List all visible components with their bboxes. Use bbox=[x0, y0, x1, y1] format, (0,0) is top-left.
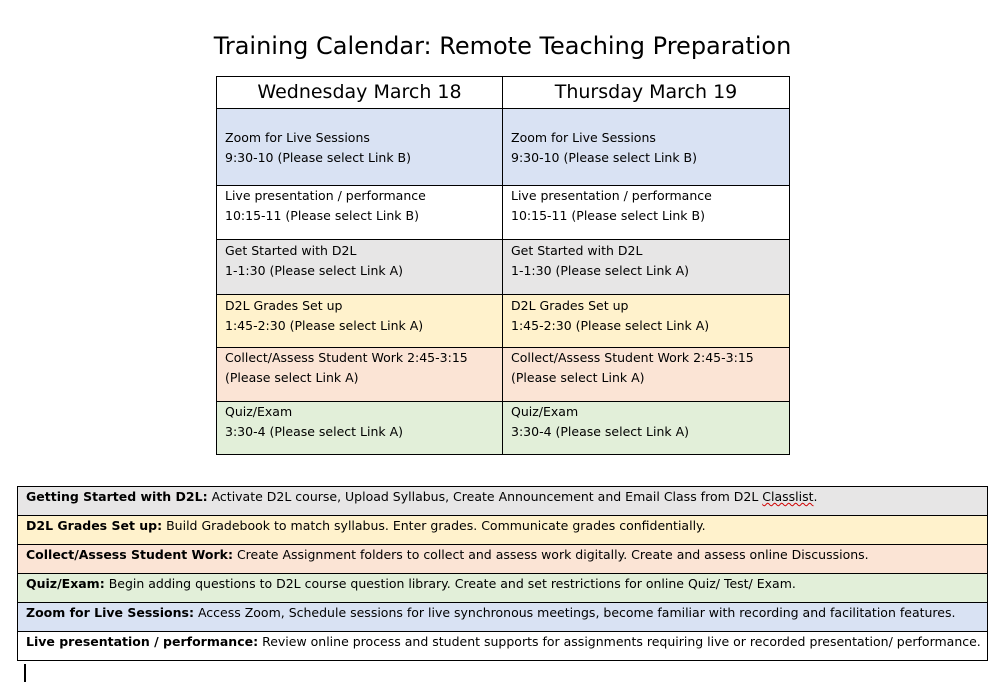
session-descriptions-table bbox=[17, 486, 988, 661]
session-time: 10:15-11 (Please select Link B) bbox=[511, 208, 705, 223]
session-name: Get Started with D2L bbox=[511, 243, 643, 258]
session-row-live-presentation bbox=[217, 186, 790, 240]
legend-description: Create Assignment folders to collect and assess work digitally. Create and assess online Discussions. bbox=[232, 547, 869, 562]
legend-cell[interactable] bbox=[18, 574, 988, 603]
column-header-wednesday: Wednesday March 18 bbox=[217, 77, 503, 109]
session-cell[interactable] bbox=[217, 240, 503, 295]
session-cell[interactable] bbox=[217, 348, 503, 402]
session-cell[interactable] bbox=[217, 402, 503, 455]
session-time: 1:45-2:30 (Please select Link A) bbox=[511, 318, 710, 333]
session-cell[interactable] bbox=[217, 186, 503, 240]
session-name: Collect/Assess Student Work 2:45-3:15 bbox=[225, 350, 468, 365]
session-name: Zoom for Live Sessions bbox=[225, 130, 370, 145]
session-name: Quiz/Exam bbox=[511, 404, 579, 419]
session-time: 3:30-4 (Please select Link A) bbox=[511, 424, 690, 439]
session-time: (Please select Link A) bbox=[225, 370, 359, 385]
legend-cell[interactable] bbox=[18, 632, 988, 661]
legend-description: Begin adding questions to D2L course question library. Create and set restrictions for online Quiz/ Test/ Exam. bbox=[104, 576, 796, 591]
session-cell[interactable] bbox=[503, 186, 790, 240]
text-cursor bbox=[24, 664, 26, 682]
column-header-thursday: Thursday March 19 bbox=[503, 77, 790, 109]
legend-row-collect-assess bbox=[18, 545, 988, 574]
session-time: 9:30-10 (Please select Link B) bbox=[511, 150, 698, 165]
session-name: Get Started with D2L bbox=[225, 243, 357, 258]
session-name: Live presentation / performance bbox=[511, 188, 712, 203]
session-name: Collect/Assess Student Work 2:45-3:15 bbox=[511, 350, 754, 365]
legend-term: Collect/Assess Student Work: bbox=[26, 547, 233, 562]
training-calendar-table bbox=[216, 76, 790, 455]
session-cell[interactable] bbox=[503, 109, 790, 186]
session-time: 3:30-4 (Please select Link A) bbox=[225, 424, 404, 439]
session-time: 1:45-2:30 (Please select Link A) bbox=[225, 318, 424, 333]
session-cell[interactable] bbox=[503, 348, 790, 402]
session-cell[interactable] bbox=[217, 109, 503, 186]
session-row-d2l-grades bbox=[217, 295, 790, 348]
legend-description: Review online process and student supports for assignments requiring live or recorded presentation/ performance. bbox=[258, 634, 981, 649]
legend-term: Live presentation / performance: bbox=[26, 634, 259, 649]
session-time: 1-1:30 (Please select Link A) bbox=[511, 263, 690, 278]
session-time: 10:15-11 (Please select Link B) bbox=[225, 208, 419, 223]
session-name: Quiz/Exam bbox=[225, 404, 293, 419]
session-cell[interactable] bbox=[217, 295, 503, 348]
session-cell[interactable] bbox=[503, 240, 790, 295]
session-cell[interactable] bbox=[503, 295, 790, 348]
session-name: D2L Grades Set up bbox=[225, 298, 343, 313]
calendar-header-row bbox=[217, 77, 790, 109]
session-time: (Please select Link A) bbox=[511, 370, 645, 385]
legend-term: Quiz/Exam: bbox=[26, 576, 105, 591]
legend-description: Access Zoom, Schedule sessions for live synchronous meetings, become familiar with recording and facilitation features. bbox=[193, 605, 956, 620]
document-title: Training Calendar: Remote Teaching Preparation bbox=[213, 32, 792, 60]
legend-row-quiz-exam bbox=[18, 574, 988, 603]
session-cell[interactable] bbox=[503, 402, 790, 455]
session-time: 9:30-10 (Please select Link B) bbox=[225, 150, 412, 165]
session-row-quiz-exam bbox=[217, 402, 790, 455]
spellcheck-flagged-word[interactable]: Classlist bbox=[762, 489, 814, 504]
session-name: D2L Grades Set up bbox=[511, 298, 629, 313]
legend-cell[interactable] bbox=[18, 516, 988, 545]
session-time: 1-1:30 (Please select Link A) bbox=[225, 263, 404, 278]
legend-term: D2L Grades Set up: bbox=[26, 518, 163, 533]
legend-description-end: . bbox=[813, 489, 818, 504]
session-row-zoom bbox=[217, 109, 790, 186]
legend-row-live-presentation bbox=[18, 632, 988, 661]
session-name: Zoom for Live Sessions bbox=[511, 130, 656, 145]
legend-cell[interactable] bbox=[18, 545, 988, 574]
legend-term: Getting Started with D2L: bbox=[26, 489, 208, 504]
legend-description: Build Gradebook to match syllabus. Enter grades. Communicate grades confidentially. bbox=[162, 518, 706, 533]
legend-cell[interactable] bbox=[18, 487, 988, 516]
legend-row-zoom bbox=[18, 603, 988, 632]
legend-cell[interactable] bbox=[18, 603, 988, 632]
legend-row-getting-started bbox=[18, 487, 988, 516]
legend-row-grades bbox=[18, 516, 988, 545]
legend-description: Activate D2L course, Upload Syllabus, Create Announcement and Email Class from D2L bbox=[207, 489, 763, 504]
session-row-d2l-start bbox=[217, 240, 790, 295]
session-row-collect-assess bbox=[217, 348, 790, 402]
session-name: Live presentation / performance bbox=[225, 188, 426, 203]
legend-term: Zoom for Live Sessions: bbox=[26, 605, 194, 620]
